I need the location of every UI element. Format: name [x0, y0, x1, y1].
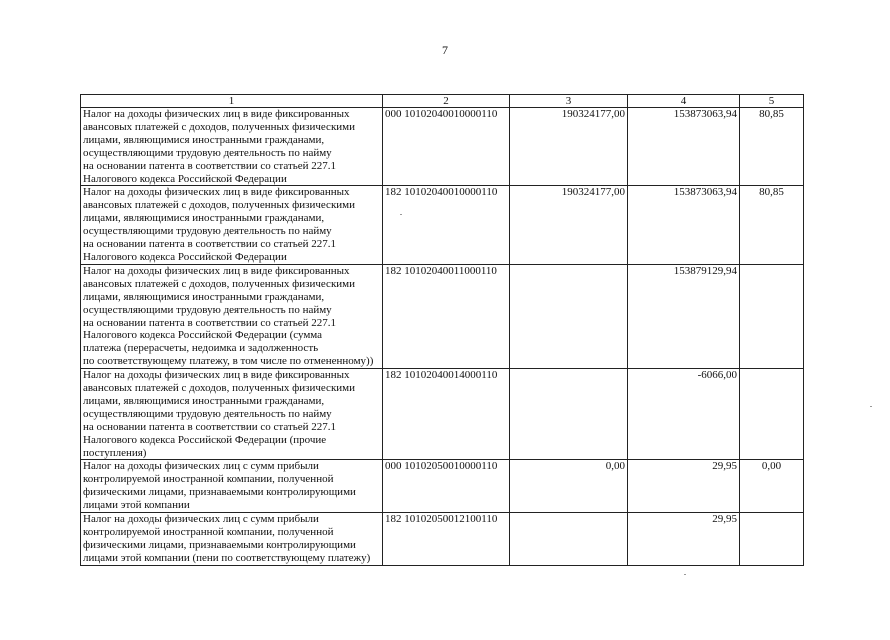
value-col3-cell: 190324177,00	[510, 108, 628, 186]
header-cell: 2	[383, 95, 510, 108]
page-number: 7	[442, 43, 448, 57]
value-col3-cell: 0,00	[510, 460, 628, 513]
value-col5-cell: 0,00	[740, 460, 804, 513]
value-col5-cell: 80,85	[740, 186, 804, 264]
value-col4-cell: 153873063,94	[628, 108, 740, 186]
income-name-cell: Налог на доходы физических лиц в виде фиксированных авансовых платежей с доходов, полученных физическими лицами, являющимися иностранными гражданами, осуществляющими трудовую деятельность по найму на основании патента в соответствии со статьей 227.1 Налогового кодекса Российской Федерации (сумма платежа (перерасчеты, недоимка и задолженность по соответствующему платежу, в том числе по отмененному))	[81, 264, 383, 368]
budget-code-cell: 182 10102040010000110	[383, 186, 510, 264]
header-cell: 1	[81, 95, 383, 108]
table-row	[81, 108, 804, 186]
value-col4-cell: -6066,00	[628, 369, 740, 460]
value-col3-cell	[510, 264, 628, 368]
income-name-cell: Налог на доходы физических лиц с сумм прибыли контролируемой иностранной компании, полученной физическими лицами, признаваемыми контролирующими лицами этой компании (пени по соответствующему платежу)	[81, 513, 383, 566]
budget-code-cell: 000 10102050010000110	[383, 460, 510, 513]
scan-speck	[870, 406, 872, 407]
value-col3-cell: 190324177,00	[510, 186, 628, 264]
header-cell: 3	[510, 95, 628, 108]
value-col3-cell	[510, 369, 628, 460]
table-header-row	[81, 95, 804, 108]
scan-speck	[684, 574, 686, 575]
table-row	[81, 264, 804, 368]
income-name-cell: Налог на доходы физических лиц в виде фиксированных авансовых платежей с доходов, полученных физическими лицами, являющимися иностранными гражданами, осуществляющими трудовую деятельность по найму на основании патента в соответствии со статьей 227.1 Налогового кодекса Российской Федерации (прочие поступления)	[81, 369, 383, 460]
value-col4-cell: 153879129,94	[628, 264, 740, 368]
header-cell: 4	[628, 95, 740, 108]
value-col5-cell	[740, 264, 804, 368]
value-col4-cell: 29,95	[628, 460, 740, 513]
budget-code-cell: 182 10102050012100110	[383, 513, 510, 566]
value-col3-cell	[510, 513, 628, 566]
income-name-cell: Налог на доходы физических лиц в виде фиксированных авансовых платежей с доходов, полученных физическими лицами, являющимися иностранными гражданами, осуществляющими трудовую деятельность по найму на основании патента в соответствии со статьей 227.1 Налогового кодекса Российской Федерации	[81, 108, 383, 186]
budget-code-cell: 000 10102040010000110	[383, 108, 510, 186]
income-name-cell: Налог на доходы физических лиц в виде фиксированных авансовых платежей с доходов, полученных физическими лицами, являющимися иностранными гражданами, осуществляющими трудовую деятельность по найму на основании патента в соответствии со статьей 227.1 Налогового кодекса Российской Федерации	[81, 186, 383, 264]
value-col5-cell	[740, 513, 804, 566]
budget-code-cell: 182 10102040014000110	[383, 369, 510, 460]
table-row	[81, 513, 804, 566]
scan-speck	[400, 214, 402, 215]
table-row	[81, 369, 804, 460]
value-col5-cell	[740, 369, 804, 460]
income-name-cell: Налог на доходы физических лиц с сумм прибыли контролируемой иностранной компании, полученной физическими лицами, признаваемыми контролирующими лицами этой компании	[81, 460, 383, 513]
value-col4-cell: 29,95	[628, 513, 740, 566]
value-col5-cell: 80,85	[740, 108, 804, 186]
value-col4-cell: 153873063,94	[628, 186, 740, 264]
header-cell: 5	[740, 95, 804, 108]
table-row	[81, 460, 804, 513]
table-row	[81, 186, 804, 264]
budget-table	[80, 94, 804, 566]
budget-code-cell: 182 10102040011000110	[383, 264, 510, 368]
